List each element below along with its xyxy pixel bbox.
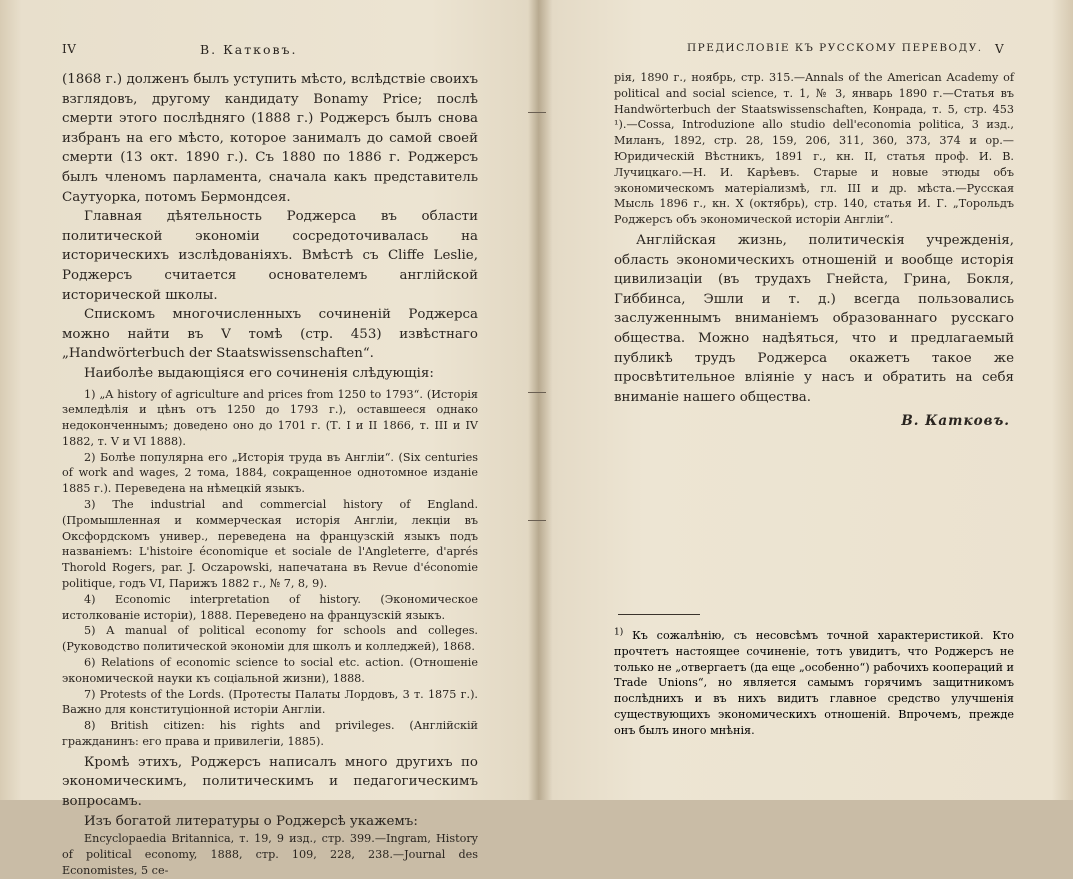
- works-list-item: 3) The industrial and commercial history of England. (Промышленная и коммерческая исторія Англіи, лекціи въ Оксфордскомъ универ., переведена на французскій языкъ подъ названіемъ: L'histoire économique et sociale de l'Angleterre, d'aprés Thorold Rogers, par. J. Oczapowski, напечатана въ Revue d'économie politique, годъ VI, Парижъ 1882 г., № 7, 8, 9).: [62, 498, 478, 591]
- paragraph: Наиболѣе выдающіяся его сочиненія слѣдующія:: [84, 365, 434, 381]
- works-list-item: 1) „A history of agriculture and prices from 1250 to 1793“. (Исторія земледѣлія и цѣнъ отъ 1250 до 1793 г.), оставшееся однако недоконченнымъ; доведено оно до 1701 г. (Т. I и II 1866, т. III и IV 1882, т. V и VI 1888).: [62, 387, 478, 448]
- footnote-mark: 1): [614, 627, 624, 638]
- works-list-item: 4) Economic interpretation of history. (Экономическое истолкованіе исторіи), 1888. Переведено на французскій языкъ.: [62, 592, 478, 622]
- paragraph: Англійская жизнь, политическія учрежденія, область экономическихъ отношеній и вообще исторія цивилизаціи (въ трудахъ Гнейста, Грина, Бокля, Гиббинса, Эшли и т. д.) всегда пользовались заслуженнымъ вниманіемъ образованнаго русскаго общества. Можно надѣяться, что и предлагаемый публикѣ трудъ Роджерса окажетъ такое же просвѣтительное вліяніе у насъ и обратить на себя вниманіе нашего общества.: [614, 232, 1014, 405]
- page-number: V: [995, 42, 1005, 56]
- works-list-item: 5) A manual of political economy for schools and colleges. (Руководство политической экономіи для школъ и колледжей), 1868.: [62, 624, 478, 654]
- paragraph: Спискомъ многочисленныхъ сочиненій Роджерса можно найти въ V томѣ (стр. 453) извѣстнаго „Handwörterbuch der Staatswissenschaften“.: [62, 307, 478, 362]
- literature-list: рія, 1890 г., ноябрь, стр. 315.—Annals of the American Academy of political and social science, т. 1, № 3, январь 1890 г.—Статья въ Handwörterbuch der Staatswissenschaften, Конрада, т. 5, стр. 453 ¹).—Cossa, Introduzione allo studio dell'economia politica, 3 изд., Миланъ, 1892, стр. 28, 159, 206, 311, 360, 373, 374 и ор.—Юридическій Вѣстникъ, 1891 г., кн. II, статья проф. И. В. Лучицкаго.—Н. И. Карѣевъ. Старые и новые этюды объ экономическомъ матеріализмѣ, гл. III и др. мѣста.—Русская Мысль 1896 г., кн. X (октябрь), стр. 140, статья И. Г. „Торольдъ Роджерсъ объ экономической исторіи Англіи“.: [614, 71, 1014, 227]
- running-head: В. Катковъ.: [200, 42, 298, 57]
- paragraph: Кромѣ этихъ, Роджерсъ написалъ много другихъ по экономическимъ, политическимъ и педагогическимъ вопросамъ.: [62, 754, 478, 810]
- works-list-item: 8) British citizen: his rights and privileges. (Англійскій гражданинъ: его права и привилегіи, 1885).: [62, 719, 478, 749]
- literature-list: Encyclopaedia Britannica, т. 19, 9 изд., стр. 399.—Ingram, History of political economy, 1888, стр. 109, 228, 238.—Journal des Economistes, 5 се-: [62, 832, 478, 877]
- right-body: [614, 70, 1014, 429]
- footnote: [614, 628, 1014, 739]
- paragraph: Изъ богатой литературы о Роджерсѣ укажемъ:: [84, 813, 418, 829]
- paragraph: (1868 г.) долженъ былъ уступить мѣсто, вслѣдствіе своихъ взглядовъ, другому кандидату Bonamy Price; послѣ смерти этого послѣдняго (1888 г.) Роджерсъ былъ снова избранъ на его мѣсто, которое занималъ до самой своей смерти (13 окт. 1890 г.). Съ 1880 по 1886 г. Роджерсъ былъ членомъ парламента, сначала какъ представитель Саутуорка, потомъ Бермондсея.: [62, 72, 478, 205]
- left-page: [0, 0, 536, 877]
- author-signature: В. Катковъ.: [901, 413, 1010, 430]
- paragraph: Главная дѣятельность Роджерса въ области политической экономіи сосредоточивалась на историческихъ изслѣдованіяхъ. Вмѣстѣ съ Cliffe Leslie, Роджерсъ считается основателемъ англійской исторической школы.: [62, 209, 478, 303]
- footnote-rule: [618, 614, 700, 615]
- works-list-item: 7) Protests of the Lords. (Протесты Палаты Лордовъ, 3 т. 1875 г.). Важно для конституціонной исторіи Англіи.: [62, 687, 478, 717]
- left-body: [62, 70, 478, 879]
- footnote-text: Къ сожалѣнію, съ несовсѣмъ точной характеристикой. Кто прочтетъ настоящее сочиненіе, тотъ увидитъ, что Роджерсъ не только не „отвергаетъ (да еще „особенно“) рабочихъ коопераций и Trade Unions“, но является самымъ горячимъ защитникомъ послѣднихъ и въ нихъ видитъ главное средство улучшенія существующихъ экономическихъ отношеній. Впрочемъ, прежде онъ былъ иного мнѣнія.: [614, 629, 1014, 737]
- works-list-item: 2) Болѣе популярна его „Исторія труда въ Англіи“. (Six centuries of work and wages, 2 тома, 1884, сокращенное однотомное изданіе 1885 г.). Переведена на нѣмецкій языкъ.: [62, 450, 478, 496]
- page-number: IV: [62, 42, 77, 56]
- works-list-item: 6) Relations of economic science to social etc. action. (Отношеніе экономической науки къ соціальной жизни), 1888.: [62, 656, 478, 685]
- running-head: ПРЕДИСЛОВІЕ КЪ РУССКОМУ ПЕРЕВОДУ.: [687, 42, 983, 54]
